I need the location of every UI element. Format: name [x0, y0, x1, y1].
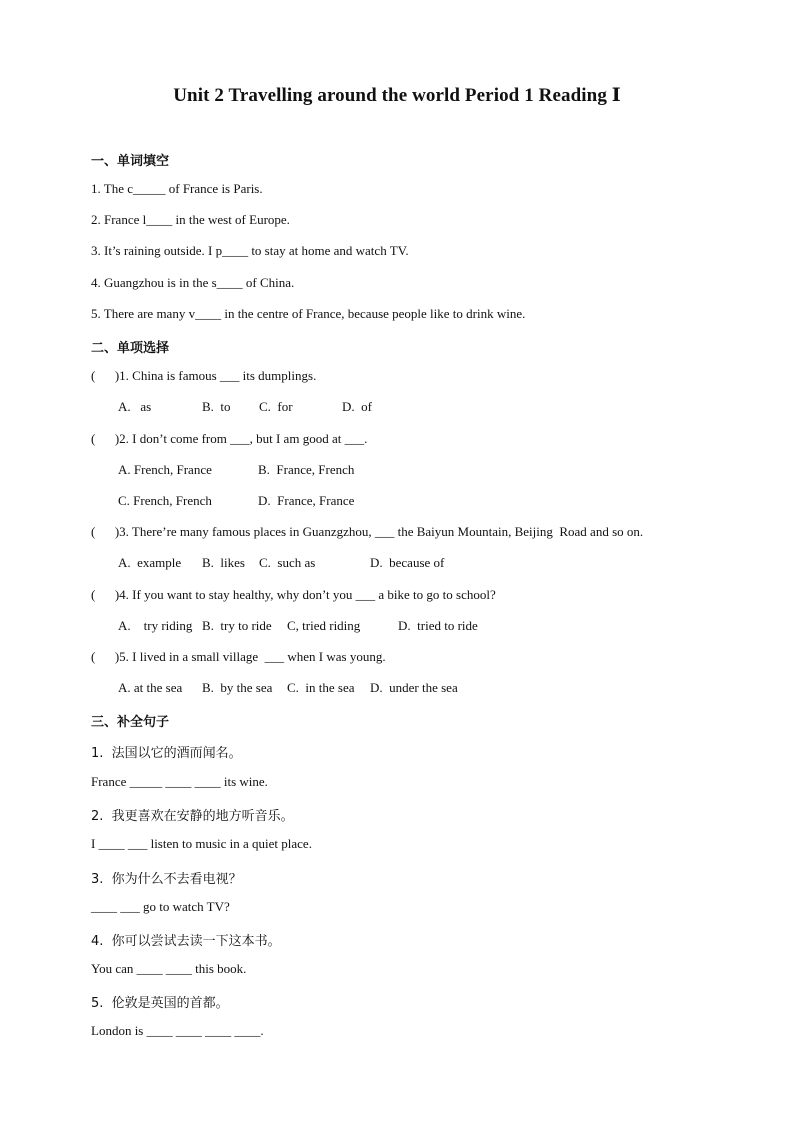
choice-option: C, tried riding: [287, 618, 361, 633]
page-title: Unit 2 Travelling around the world Period 1 Reading Ⅰ: [173, 85, 621, 106]
choice-option: D. tried to ride: [398, 618, 478, 633]
choice-option: D. under the sea: [370, 680, 458, 695]
choice-question: ( )2. I don’t come from ___, but I am good at ___.: [91, 431, 368, 446]
choice-option: D. France, France: [258, 493, 355, 508]
section-heading-complete-sentences: 三、补全句子: [91, 715, 170, 730]
choice-option: C. such as: [259, 555, 316, 570]
sentence-prompt-chinese: 5. 伦敦是英国的首都。: [91, 996, 229, 1011]
vocab-item: 2. France l____ in the west of Europe.: [91, 212, 290, 227]
choice-question: ( )5. I lived in a small village ___ when I was young.: [91, 649, 386, 664]
choice-question: ( )4. If you want to stay healthy, why don’t you ___ a bike to go to school?: [91, 587, 496, 602]
choice-question: ( )3. There’re many famous places in Guanzgzhou, ___ the Baiyun Mountain, Beijing Road and so on.: [91, 524, 644, 539]
choice-option: B. to: [202, 399, 231, 414]
sentence-prompt-chinese: 1. 法国以它的酒而闻名。: [91, 746, 242, 761]
choice-option: B. likes: [202, 555, 245, 570]
choice-option: D. because of: [370, 555, 445, 570]
sentence-blank-english: I ____ ___ listen to music in a quiet place.: [91, 836, 312, 851]
sentence-blank-english: France _____ ____ ____ its wine.: [91, 774, 268, 789]
choice-option: A. French, France: [118, 462, 212, 477]
sentence-blank-english: London is ____ ____ ____ ____.: [91, 1023, 264, 1038]
choice-option: C. in the sea: [287, 680, 355, 695]
vocab-item: 3. It’s raining outside. I p____ to stay at home and watch TV.: [91, 243, 409, 258]
sentence-blank-english: ____ ___ go to watch TV?: [91, 899, 230, 914]
sentence-prompt-chinese: 2. 我更喜欢在安静的地方听音乐。: [91, 809, 294, 824]
choice-option: B. try to ride: [202, 618, 272, 633]
sentence-prompt-chinese: 3. 你为什么不去看电视？: [91, 872, 242, 887]
choice-option: B. France, French: [258, 462, 355, 477]
choice-option: C. French, French: [118, 493, 212, 508]
choice-option: D. of: [342, 399, 372, 414]
sentence-prompt-chinese: 4. 你可以尝试去读一下这本书。: [91, 934, 281, 949]
choice-option: A. as: [118, 399, 152, 414]
choice-option: A. try riding: [118, 618, 193, 633]
choice-option: B. by the sea: [202, 680, 273, 695]
section-heading-vocabulary: 一、单词填空: [91, 154, 170, 169]
vocab-item: 1. The c_____ of France is Paris.: [91, 181, 263, 196]
choice-question: ( )1. China is famous ___ its dumplings.: [91, 368, 317, 383]
vocab-item: 4. Guangzhou is in the s____ of China.: [91, 275, 295, 290]
sentence-blank-english: You can ____ ____ this book.: [91, 961, 247, 976]
choice-option: A. example: [118, 555, 182, 570]
vocab-item: 5. There are many v____ in the centre of France, because people like to drink wine.: [91, 306, 526, 321]
choice-option: C. for: [259, 399, 293, 414]
choice-option: A. at the sea: [118, 680, 183, 695]
section-heading-choice: 二、单项选择: [91, 341, 170, 356]
